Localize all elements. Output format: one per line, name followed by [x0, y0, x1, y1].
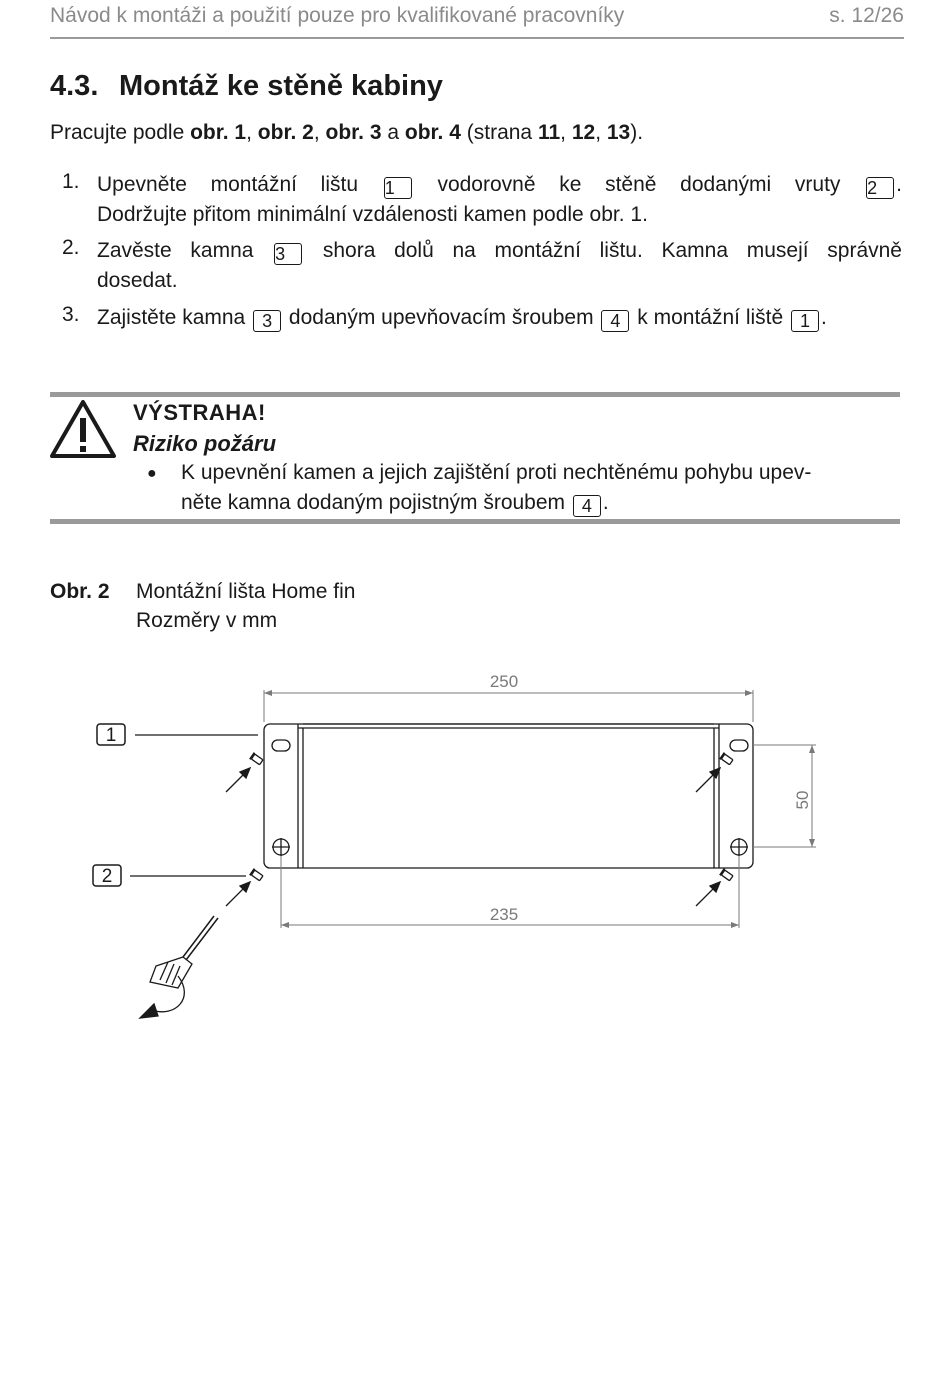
step-1-line-2: Dodržujte přitom minimální vzdálenosti kamen podle obr. 1.: [97, 203, 648, 226]
callout-box: 3: [274, 243, 302, 265]
warning-subheading: Riziko požáru: [133, 431, 277, 456]
callout-box: 2: [866, 177, 894, 199]
warning-triangle-icon: [48, 398, 118, 460]
figure-caption-units: Rozměry v mm: [136, 609, 278, 632]
dimension-250: 250: [489, 672, 519, 691]
callout-2: 2: [101, 866, 113, 887]
section-title: Montáž ke stěně kabiny: [119, 70, 443, 102]
warning-text: K upevnění kamen a jejich zajištění proti nechtěnému pohybu upev- něte kamna dodaným pojistným šroubem 4 .: [181, 461, 812, 516]
warning-heading: VÝSTRAHA!: [133, 400, 266, 425]
header-divider: [50, 37, 904, 39]
section-number: 4.3.: [50, 70, 99, 102]
dimension-50: 50: [793, 790, 812, 810]
step-2-line-1: Zavěste kamna 3 shora dolů na montážní lištu. Kamna musejí správně: [97, 239, 902, 264]
callout-box: 4: [573, 495, 601, 517]
step-3-number: 3.: [62, 303, 80, 326]
callout-box: 3: [253, 310, 281, 332]
figure-label: Obr. 2: [50, 580, 110, 603]
bullet-icon: ●: [147, 465, 157, 482]
step-2-line-2: dosedat.: [97, 269, 178, 292]
step-1-line-1: Upevněte montážní lištu 1 vodorovně ke stěně dodanými vruty 2 .: [97, 173, 902, 198]
step-3-line-1: Zajistěte kamna 3 dodaným upevňovacím šroubem 4 k montážní liště 1 .: [97, 306, 827, 331]
dimension-235: 235: [489, 905, 519, 924]
callout-1: 1: [105, 725, 117, 746]
warning-bottom-rule: [50, 519, 900, 524]
callout-box: 1: [791, 310, 819, 332]
header-title: Návod k montáži a použití pouze pro kvalifikované pracovníky: [50, 4, 625, 27]
callout-box: 4: [601, 310, 629, 332]
callout-box: 1: [384, 177, 412, 199]
figure-caption-title: Montážní lišta Home fin: [136, 580, 356, 603]
step-1-number: 1.: [62, 170, 80, 193]
mounting-rail-drawing: [0, 650, 950, 1030]
step-2-number: 2.: [62, 236, 80, 259]
page-number: s. 12/26: [829, 4, 904, 27]
intro-paragraph: Pracujte podle obr. 1, obr. 2, obr. 3 a obr. 4 (strana 11, 12, 13).: [50, 121, 644, 144]
warning-top-rule: [50, 392, 900, 397]
